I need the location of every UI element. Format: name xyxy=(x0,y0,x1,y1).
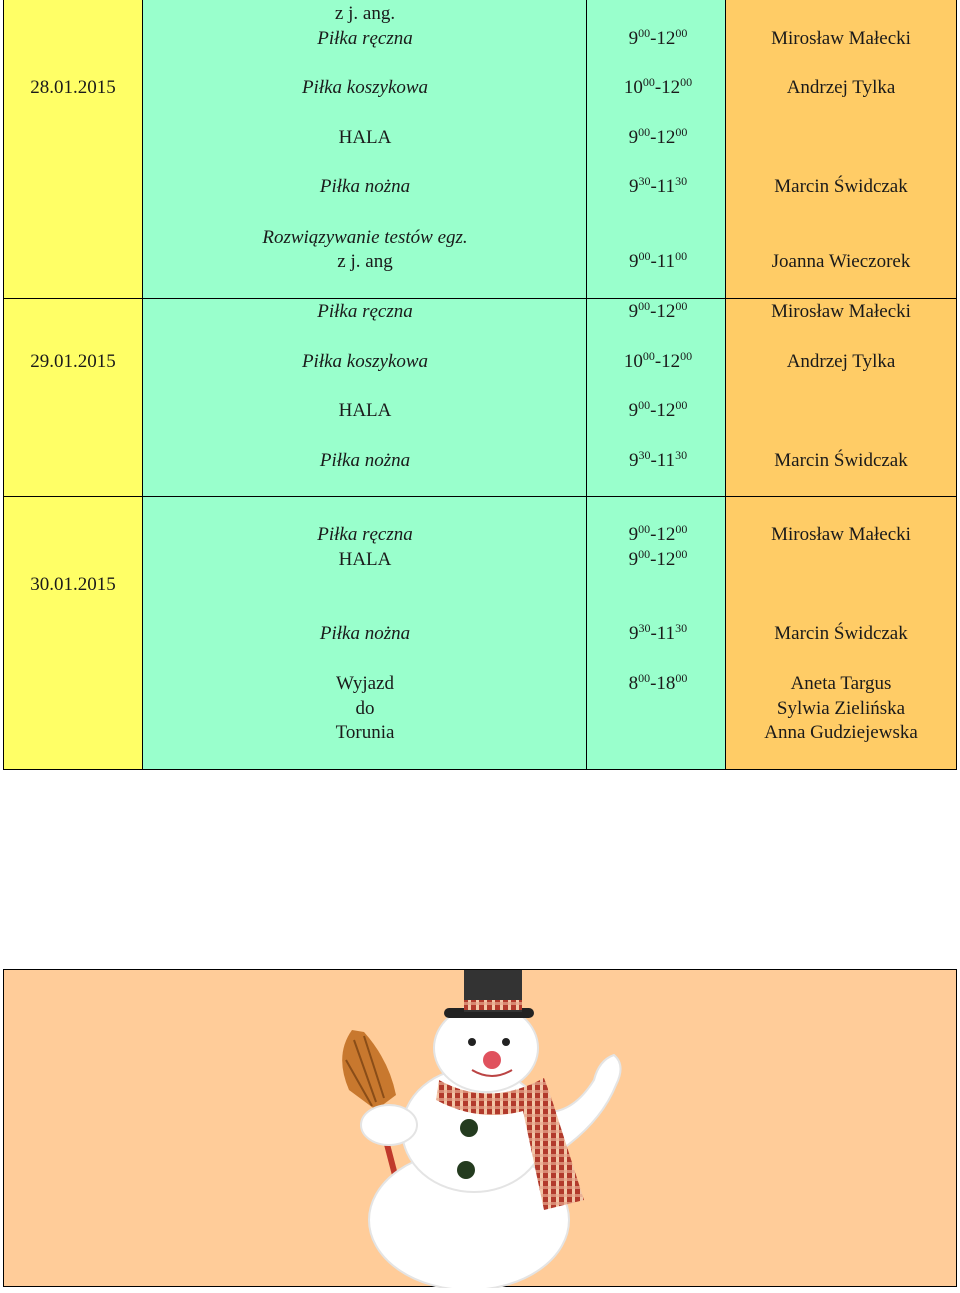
start-hour: 10 xyxy=(623,77,643,98)
activity-cell: Piłka koszykowa xyxy=(301,351,429,372)
time-column xyxy=(587,0,726,770)
time-separator: - xyxy=(654,77,662,98)
teacher-cell: Aneta Targus xyxy=(790,673,892,694)
end-hour: 11 xyxy=(656,251,676,272)
teacher-cell: Marcin Świdczak xyxy=(774,450,908,471)
activity-cell: Piłka nożna xyxy=(319,450,411,471)
start-hour: 10 xyxy=(623,351,643,372)
start-hour: 9 xyxy=(628,400,639,421)
time-cell xyxy=(629,672,688,696)
activity-cell: HALA xyxy=(338,127,392,148)
date-column xyxy=(3,0,143,770)
schedule-table xyxy=(3,0,957,772)
time-cell xyxy=(629,399,688,423)
time-separator: - xyxy=(650,673,657,694)
teacher-cell: Sylwia Zielińska xyxy=(776,698,906,719)
teacher-cell: Mirosław Małecki xyxy=(771,28,911,49)
activity-cell: Torunia xyxy=(335,722,395,743)
end-hour: 12 xyxy=(656,28,676,49)
time-cell xyxy=(629,175,687,199)
end-minute: 00 xyxy=(675,299,688,314)
end-hour: 11 xyxy=(656,176,676,197)
start-hour: 9 xyxy=(628,127,639,148)
time-cell xyxy=(629,126,688,150)
time-separator: - xyxy=(650,623,657,644)
time-cell xyxy=(629,27,688,51)
start-minute: 00 xyxy=(638,26,651,41)
teacher-cell: Anna Gudziejewska xyxy=(764,722,918,743)
start-minute: 00 xyxy=(642,349,655,364)
time-separator: - xyxy=(650,301,657,322)
end-hour: 12 xyxy=(656,549,676,570)
end-minute: 00 xyxy=(675,398,688,413)
end-minute: 00 xyxy=(675,522,688,537)
end-hour: 12 xyxy=(656,127,676,148)
start-minute: 00 xyxy=(638,522,651,537)
start-hour: 9 xyxy=(628,28,639,49)
teacher-cell: Joanna Wieczorek xyxy=(771,251,911,272)
end-hour: 11 xyxy=(656,450,676,471)
date-cell: 29.01.2015 xyxy=(30,351,116,372)
start-minute: 00 xyxy=(638,671,651,686)
time-separator: - xyxy=(650,400,657,421)
date-cell: 28.01.2015 xyxy=(30,77,116,98)
start-hour: 8 xyxy=(628,673,639,694)
end-minute: 00 xyxy=(675,671,688,686)
time-separator: - xyxy=(650,524,657,545)
start-hour: 9 xyxy=(628,176,639,197)
end-minute: 30 xyxy=(675,621,688,636)
time-separator: - xyxy=(650,450,657,471)
teacher-cell: Andrzej Tylka xyxy=(786,351,896,372)
teacher-cell: Mirosław Małecki xyxy=(771,524,911,545)
teacher-cell: Marcin Świdczak xyxy=(774,623,908,644)
start-minute: 00 xyxy=(638,249,651,264)
end-hour: 12 xyxy=(661,77,681,98)
activity-cell: Rozwiązywanie testów egz. xyxy=(262,227,468,248)
end-hour: 12 xyxy=(656,400,676,421)
time-cell xyxy=(629,622,687,646)
start-hour: 9 xyxy=(628,524,639,545)
end-minute: 30 xyxy=(675,174,688,189)
time-cell xyxy=(624,350,692,374)
end-hour: 12 xyxy=(656,524,676,545)
start-minute: 30 xyxy=(638,448,651,463)
start-minute: 00 xyxy=(638,125,651,140)
activity-cell: Wyjazd xyxy=(336,673,394,694)
time-separator: - xyxy=(650,176,657,197)
end-minute: 00 xyxy=(680,349,693,364)
snowman-picture-box xyxy=(3,969,957,1287)
start-hour: 9 xyxy=(628,251,639,272)
time-separator: - xyxy=(650,28,657,49)
snowman-icon xyxy=(4,970,958,1288)
teacher-column xyxy=(726,0,957,770)
start-minute: 00 xyxy=(638,398,651,413)
start-minute: 30 xyxy=(638,621,651,636)
teacher-cell: Andrzej Tylka xyxy=(786,77,896,98)
end-hour: 12 xyxy=(656,301,676,322)
activity-cell: Piłka nożna xyxy=(319,176,411,197)
time-cell xyxy=(629,449,687,473)
activity-cell: Piłka ręczna xyxy=(317,301,413,322)
activity-cell: Piłka ręczna xyxy=(317,524,413,545)
start-minute: 00 xyxy=(638,299,651,314)
start-hour: 9 xyxy=(628,623,639,644)
time-separator: - xyxy=(650,549,657,570)
activity-cell: HALA xyxy=(338,549,392,570)
row-divider xyxy=(3,298,957,299)
end-minute: 30 xyxy=(675,448,688,463)
time-separator: - xyxy=(654,351,662,372)
date-cell: 30.01.2015 xyxy=(30,574,116,595)
start-hour: 9 xyxy=(628,450,639,471)
row-divider xyxy=(3,496,957,497)
time-cell xyxy=(629,300,688,324)
time-cell xyxy=(629,548,688,572)
teacher-cell: Mirosław Małecki xyxy=(771,301,911,322)
start-minute: 30 xyxy=(638,174,651,189)
time-separator: - xyxy=(650,251,657,272)
time-cell xyxy=(629,523,688,547)
activity-cell: Piłka nożna xyxy=(319,623,411,644)
end-minute: 00 xyxy=(675,26,688,41)
end-minute: 00 xyxy=(675,547,688,562)
activity-cell: HALA xyxy=(338,400,392,421)
activity-column xyxy=(143,0,587,770)
activity-cell: z j. ang xyxy=(337,251,393,272)
time-cell xyxy=(629,250,687,274)
activity-cell: Piłka ręczna xyxy=(317,28,413,49)
end-hour: 18 xyxy=(656,673,676,694)
end-minute: 00 xyxy=(675,249,688,264)
end-minute: 00 xyxy=(675,125,688,140)
end-hour: 12 xyxy=(661,351,681,372)
time-separator: - xyxy=(650,127,657,148)
start-hour: 9 xyxy=(628,549,639,570)
end-minute: 00 xyxy=(680,75,693,90)
activity-cell: do xyxy=(355,698,375,719)
start-hour: 9 xyxy=(628,301,639,322)
end-hour: 11 xyxy=(656,623,676,644)
activity-cell: Piłka koszykowa xyxy=(301,77,429,98)
start-minute: 00 xyxy=(642,75,655,90)
teacher-cell: Marcin Świdczak xyxy=(774,176,908,197)
activity-cell: z j. ang. xyxy=(334,3,396,24)
start-minute: 00 xyxy=(638,547,651,562)
time-cell xyxy=(624,76,692,100)
